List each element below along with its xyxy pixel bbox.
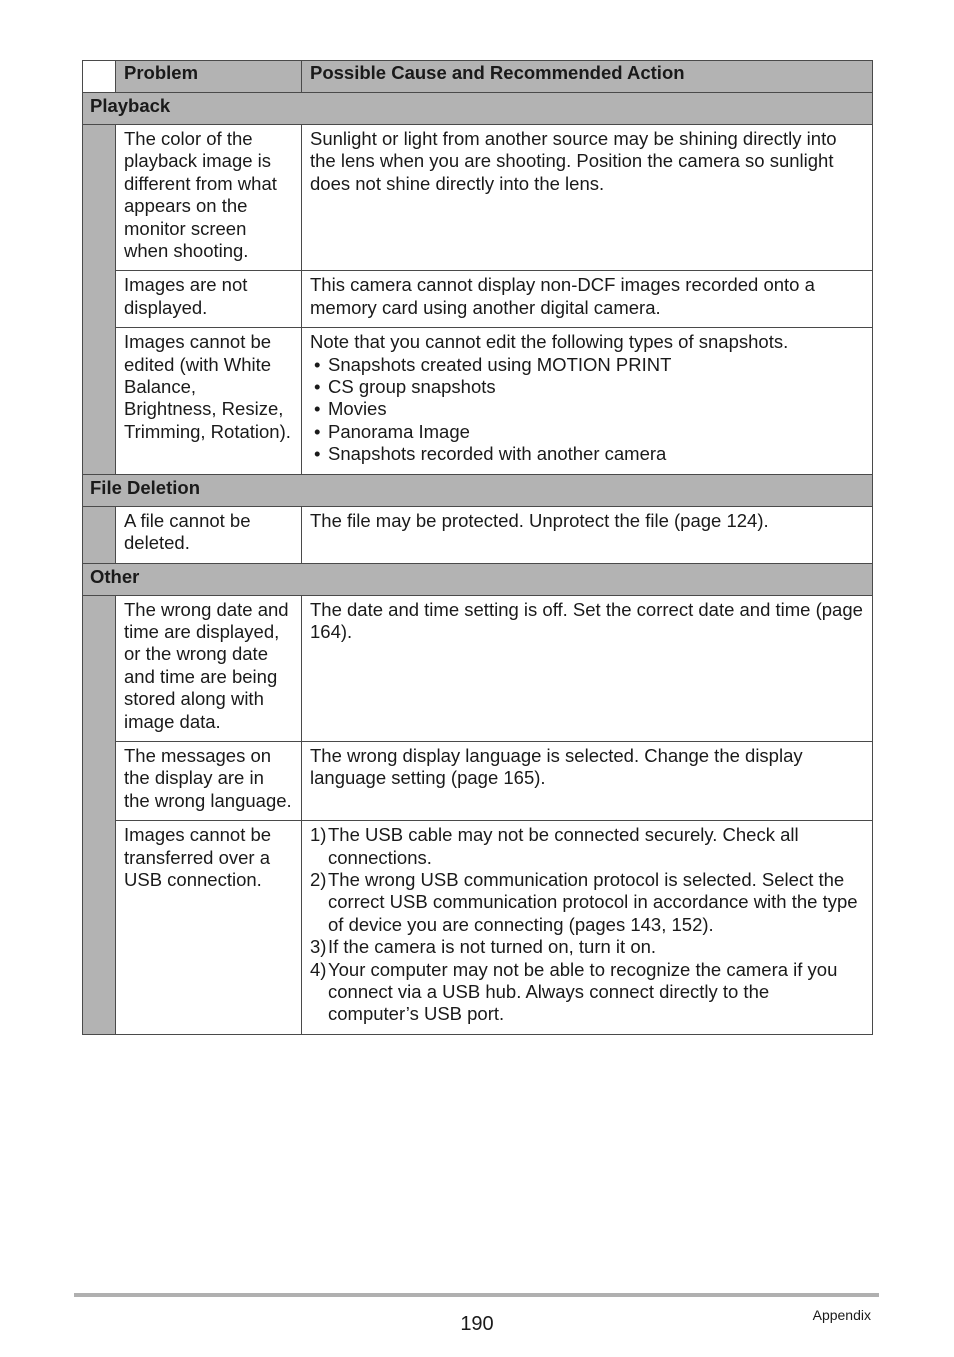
action-cell: Sunlight or light from another source may be shining directly into the lens when you are shooting. Position the camera so sunlight does not shine directly into the lens. bbox=[302, 125, 873, 271]
header-cause: Possible Cause and Recommended Action bbox=[302, 61, 873, 93]
step-text: The wrong USB communication protocol is selected. Select the correct USB communication protocol in accordance with the type of device you are connecting (pages 143, 152). bbox=[328, 868, 858, 935]
step-number: 3) bbox=[310, 936, 327, 958]
list-item bbox=[310, 959, 864, 1026]
problem-cell: Images cannot be edited (with White Balance, Brightness, Resize, Trimming, Rotation). bbox=[116, 328, 302, 474]
table-row bbox=[83, 506, 873, 563]
bullet-list bbox=[310, 354, 864, 466]
list-item bbox=[310, 869, 864, 936]
action-cell: The date and time setting is off. Set the correct date and time (page 164). bbox=[302, 595, 873, 741]
problem-cell: A file cannot be deleted. bbox=[116, 506, 302, 563]
list-item: • Snapshots created using MOTION PRINT bbox=[310, 354, 864, 376]
footer-section-name: Appendix bbox=[812, 1307, 871, 1323]
section-side-bar bbox=[83, 125, 116, 475]
list-item: • Movies bbox=[310, 398, 864, 420]
section-row bbox=[83, 93, 873, 125]
table-row bbox=[83, 595, 873, 741]
table-row bbox=[83, 328, 873, 474]
action-intro: Note that you cannot edit the following types of snapshots. bbox=[310, 331, 789, 353]
problem-cell: Images are not displayed. bbox=[116, 271, 302, 328]
action-cell: This camera cannot display non-DCF images recorded onto a memory card using another digital camera. bbox=[302, 271, 873, 328]
action-cell bbox=[302, 328, 873, 474]
section-title-file-deletion: File Deletion bbox=[83, 474, 873, 506]
list-item: • CS group snapshots bbox=[310, 376, 864, 398]
list-item bbox=[310, 824, 864, 869]
problem-cell: The messages on the display are in the wrong language. bbox=[116, 741, 302, 820]
section-row bbox=[83, 563, 873, 595]
action-cell: The wrong display language is selected. Change the display language setting (page 165). bbox=[302, 741, 873, 820]
section-title-playback: Playback bbox=[83, 93, 873, 125]
table-row bbox=[83, 821, 873, 1035]
step-number: 1) bbox=[310, 824, 327, 846]
header-spacer bbox=[83, 61, 116, 93]
header-problem: Problem bbox=[116, 61, 302, 93]
table-row bbox=[83, 741, 873, 820]
footer-divider bbox=[74, 1293, 879, 1297]
section-title-other: Other bbox=[83, 563, 873, 595]
problem-cell: The wrong date and time are displayed, or the wrong date and time are being stored along with image data. bbox=[116, 595, 302, 741]
table-row bbox=[83, 271, 873, 328]
problem-cell: The color of the playback image is different from what appears on the monitor screen when shooting. bbox=[116, 125, 302, 271]
troubleshooting-table bbox=[82, 60, 873, 1035]
table-row bbox=[83, 125, 873, 271]
step-number: 2) bbox=[310, 868, 327, 890]
list-item: • Panorama Image bbox=[310, 421, 864, 443]
list-item: • Snapshots recorded with another camera bbox=[310, 443, 864, 465]
list-item bbox=[310, 936, 864, 958]
step-text: If the camera is not turned on, turn it on. bbox=[328, 936, 657, 958]
section-side-bar bbox=[83, 506, 116, 563]
step-text: Your computer may not be able to recognize the camera if you connect via a USB hub. Always connect directly to the computer’s USB port. bbox=[328, 958, 838, 1025]
step-number: 4) bbox=[310, 958, 327, 980]
section-row bbox=[83, 474, 873, 506]
table-header-row bbox=[83, 61, 873, 93]
action-cell: The file may be protected. Unprotect the file (page 124). bbox=[302, 506, 873, 563]
problem-cell: Images cannot be transferred over a USB connection. bbox=[116, 821, 302, 1035]
action-cell bbox=[302, 821, 873, 1035]
page-number: 190 bbox=[460, 1313, 494, 1335]
step-text: The USB cable may not be connected securely. Check all connections. bbox=[328, 824, 799, 868]
numbered-list bbox=[310, 824, 864, 1026]
section-side-bar bbox=[83, 595, 116, 1034]
